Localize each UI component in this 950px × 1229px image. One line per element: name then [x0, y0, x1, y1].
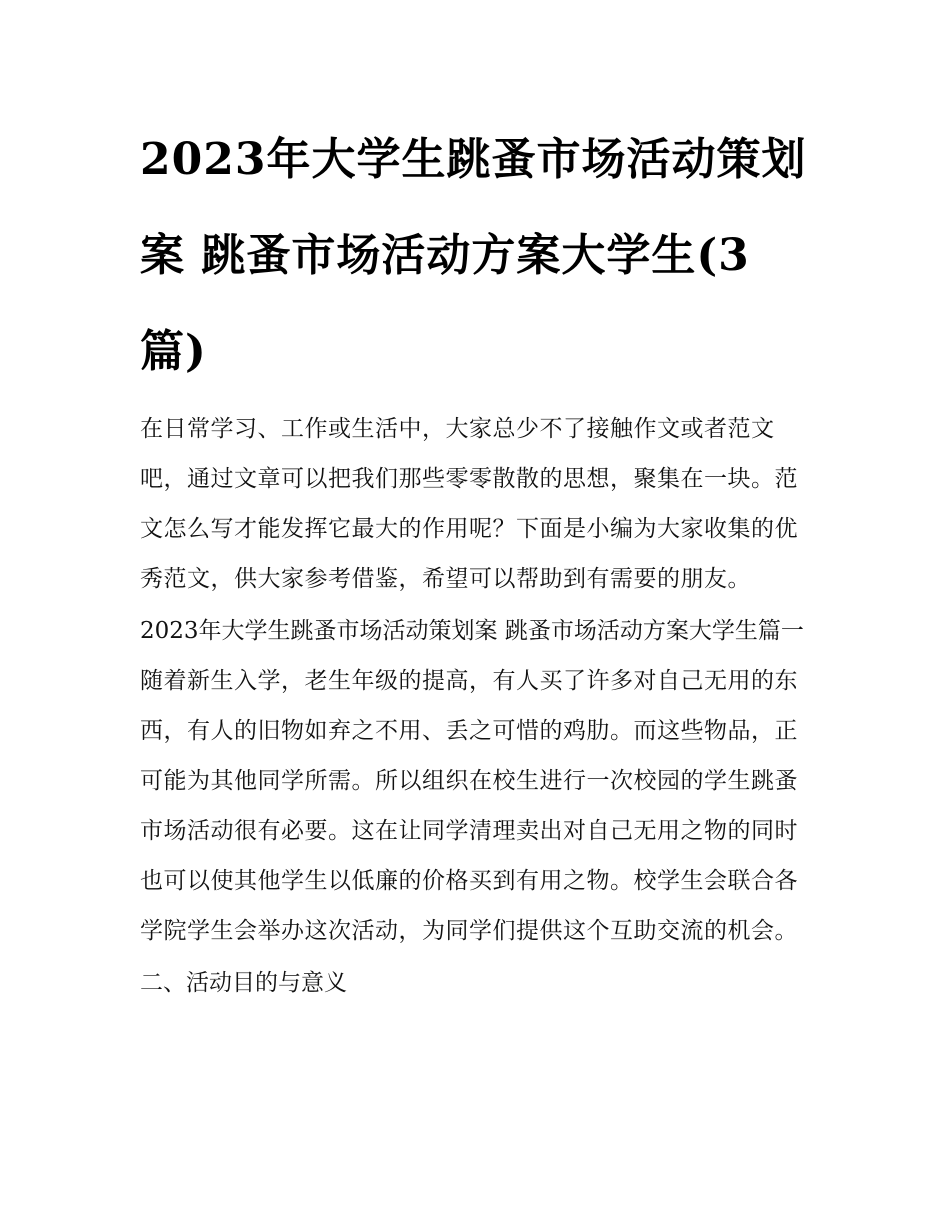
section-title: 2023年大学生跳蚤市场活动策划案 跳蚤市场活动方案大学生篇一: [140, 618, 804, 644]
sub-heading: 二、活动目的与意义: [140, 970, 347, 996]
document-title: 2023年大学生跳蚤市场活动策划案 跳蚤市场活动方案大学生(3篇): [140, 134, 807, 377]
body-paragraph: 随着新生入学，老生年级的提高，有人买了许多对自己无用的东西，有人的旧物如弃之不用、丢之可惜的鸡肋。而这些物品，正可能为其他同学所需。所以组织在校生进行一次校园的学生跳蚤市场活动很有必要。这在让同学清理卖出对自己无用之物的同时也可以使其他学生以低廉的价格买到有用之物。校学生会联合各学院学生会举办这次活动，为同学们提供这个互助交流的机会。: [140, 668, 798, 944]
intro-paragraph: 在日常学习、工作或生活中，大家总少不了接触作文或者范文吧，通过文章可以把我们那些零零散散的思想，聚集在一块。范文怎么写才能发挥它最大的作用呢？下面是小编为大家收集的优秀范文，供大家参考借鉴，希望可以帮助到有需要的朋友。: [140, 416, 798, 592]
document-page: [140, 112, 815, 1008]
